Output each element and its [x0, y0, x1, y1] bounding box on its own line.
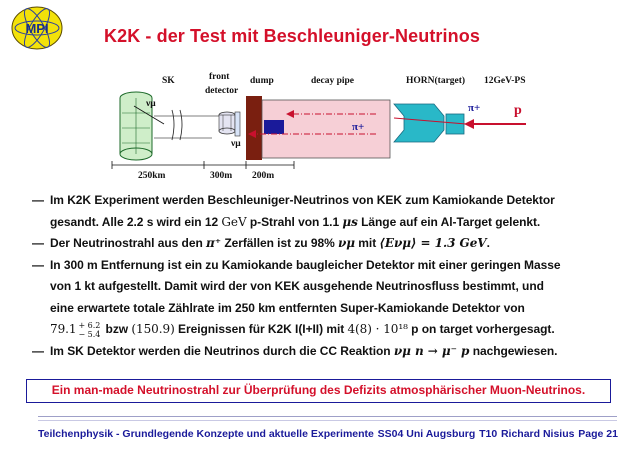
bullet-3-line-1: — In 300 m Entfernung ist ein zu Kamiokande baugleicher Detektor mit einer geringen Masse — [32, 257, 561, 272]
bullet-1-line-1: — Im K2K Experiment werden Beschleuniger-Neutrinos von KEK zum Kamiokande Detektor — [32, 193, 555, 207]
footer-author: Richard Nisius — [500, 428, 575, 440]
logo-text: MPI — [25, 21, 49, 36]
bullet-4: — Im SK Detektor werden die Neutrinos durch die CC Reaktion νμ n → μ⁻ p nachgewiesen. — [32, 343, 558, 358]
label-sk: SK — [162, 76, 175, 86]
label-detector: detector — [205, 86, 239, 96]
label-mu-plus: μ+ — [268, 120, 282, 134]
footer-rule-secondary — [38, 420, 617, 421]
label-horn: HORN(target) — [406, 76, 466, 86]
mpi-logo — [8, 4, 66, 52]
super-kamiokande-detector — [120, 92, 164, 160]
k2k-beamline-diagram — [94, 68, 549, 183]
footer — [38, 428, 618, 440]
page-title: K2K - der Test mit Beschleuniger-Neutrinos — [104, 26, 480, 46]
label-dist-250km: 250km — [138, 171, 166, 181]
label-decay-pipe: decay pipe — [311, 76, 355, 86]
bullet-2: — Der Neutrinostrahl aus den π⁺ Zerfällen ist zu 98% νμ mit ⟨Eνμ⟩ = 1.3 GeV. — [32, 236, 490, 250]
bullet-3-line-3: eine erwartete totale Zählrate im 250 km entfernten Super-Kamiokande Detektor von — [50, 300, 525, 315]
front-detector — [219, 112, 240, 136]
label-front: front — [209, 72, 230, 82]
bullet-list — [32, 190, 622, 362]
label-ps: 12GeV-PS — [484, 76, 526, 86]
label-pi-plus-mid: π+ — [352, 121, 365, 133]
footer-semester: SS04 Uni Augsburg — [377, 428, 476, 440]
label-pi-plus-right: π+ — [468, 102, 481, 114]
bullet-3-line-4: 79.1 + 6.2 − 5.4 bzw (150.9) Ereignissen für K2K I(I+II) mit 4(8) · 10¹⁸ p on target vorhergesagt. — [50, 320, 555, 339]
summary-callout: Ein man-made Neutrinostrahl zur Überprüfung des Defizits atmosphärischer Muon-Neutrinos. — [26, 379, 611, 403]
label-dump: dump — [250, 76, 274, 86]
bullet-3-line-2: von 1 kt aufgestellt. Damit wird der von KEK ausgehende Neutrinosfluss bestimmt, und — [50, 279, 544, 293]
bullet-1-line-2: gesandt. Alle 2.2 s wird ein 12 GeV p-Strahl von 1.1 μs Länge auf ein Al-Target gelenkt. — [50, 214, 541, 229]
footer-course: Teilchenphysik - Grundlegende Konzepte und aktuelle Experimente — [38, 428, 374, 440]
footer-page: Page 21 — [578, 428, 618, 440]
beam-dump — [246, 96, 262, 160]
label-dist-300m: 300m — [210, 171, 233, 181]
label-nu-mu-left: νμ — [146, 99, 156, 109]
label-dist-200m: 200m — [252, 171, 275, 181]
footer-section: T10 — [479, 428, 498, 440]
footer-rule — [38, 416, 617, 417]
label-nu-mu-mid: νμ — [231, 139, 241, 149]
label-p: p — [514, 103, 522, 118]
